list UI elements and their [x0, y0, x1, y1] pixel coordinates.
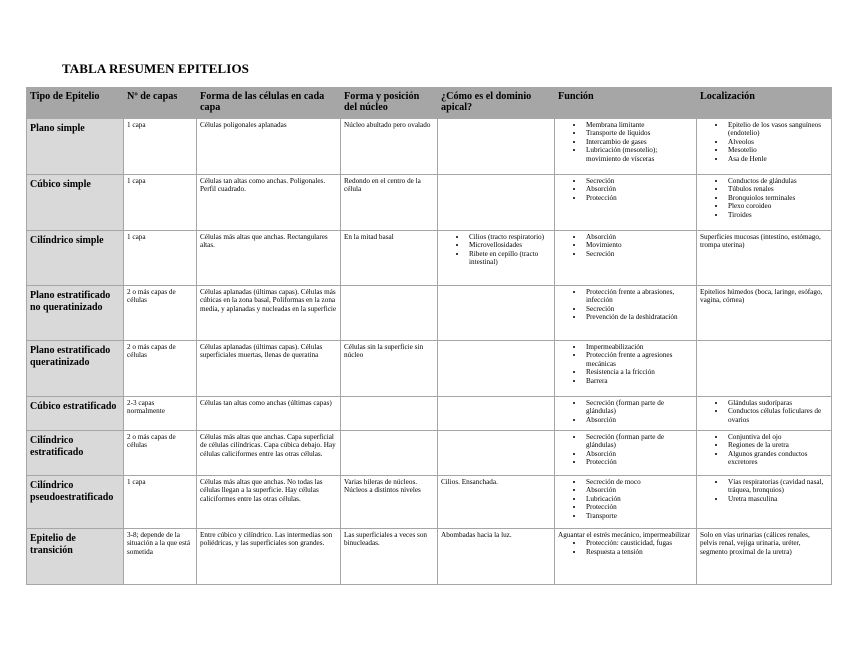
table-row [27, 341, 832, 397]
epithelium-summary-table [26, 87, 832, 585]
list-item: • Túbulos renales [726, 185, 828, 193]
epithelium-type-cell: Plano estratificado no queratinizado [27, 286, 124, 341]
function-cell [555, 175, 697, 231]
list-item: • Absorción [584, 450, 693, 458]
apical-domain-cell-text: Cilios. Ensanchada. [441, 478, 498, 486]
list-item: • Resistencia a la fricción [584, 368, 693, 376]
list-item: • Protección frente a agresiones mecánicas [584, 351, 693, 368]
apical-domain-cell [438, 529, 555, 585]
nucleus-cell: Las superficiales a veces son binucleadas. [341, 529, 438, 585]
epithelium-type-cell: Epitelio de transición [27, 529, 124, 585]
apical-domain-cell [438, 431, 555, 476]
cell-shape-cell: Entre cúbico y cilíndrico. Las intermedias son poliédricas, y las superficiales son grandes. [197, 529, 341, 585]
list-item: • Uretra masculina [726, 495, 828, 503]
list-item: • Transporte de líquidos [584, 129, 693, 137]
location-cell [697, 431, 832, 476]
location-cell-text: Solo en vías urinarias (cálices renales, pelvis renal, vejiga urinaria, uréter, segmento proximal de la uretra) [700, 531, 810, 556]
layers-cell: 2 o más capas de células [124, 431, 197, 476]
location-cell [697, 119, 832, 175]
header-cell: Forma y posición del núcleo [341, 88, 438, 119]
cell-shape-cell: Células tan altas como anchas. Poligonales. Perfil cuadrado. [197, 175, 341, 231]
nucleus-cell [341, 286, 438, 341]
function-cell-list [558, 233, 693, 258]
header-cell: Nº de capas [124, 88, 197, 119]
cell-shape-cell: Células más altas que anchas. Capa superficial de células cilíndricas. Capa cúbica debajo. Hay células caliciformes entre las otras células. [197, 431, 341, 476]
list-item: • Membrana limitante [584, 121, 693, 129]
apical-domain-cell [438, 397, 555, 431]
cell-shape-cell: Células aplanadas (últimas capas). Células superficiales muertas, llenas de queratina [197, 341, 341, 397]
list-item: • Transporte [584, 512, 693, 520]
function-cell-list [558, 478, 693, 520]
location-cell [697, 175, 832, 231]
function-cell [555, 529, 697, 585]
list-item: • Intercambio de gases [584, 138, 693, 146]
list-item: • Bronquiolos terminales [726, 194, 828, 202]
header-cell: Tipo de Epitelio [27, 88, 124, 119]
location-cell [697, 341, 832, 397]
function-cell-list [558, 539, 693, 556]
list-item: • Mesotelio [726, 146, 828, 154]
location-cell-list [700, 478, 828, 503]
list-item: • Lubricación (mesotelio); movimiento de vísceras [584, 146, 693, 163]
list-item: • Protección frente a abrasiones, infección [584, 288, 693, 305]
table-row [27, 529, 832, 585]
list-item: • Microvellosidades [467, 241, 551, 249]
page-title: TABLA RESUMEN EPITELIOS [62, 61, 249, 76]
location-cell [697, 231, 832, 286]
epithelium-type-cell: Cilíndrico simple [27, 231, 124, 286]
apical-domain-cell [438, 119, 555, 175]
list-item: • Epitelio de los vasos sanguíneos (endotelio) [726, 121, 828, 138]
cell-shape-cell: Células más altas que anchas. Rectangulares altas. [197, 231, 341, 286]
list-item: • Regiones de la uretra [726, 441, 828, 449]
location-cell-text: Superficies mucosas (intestino, estómago, trompa uterina) [700, 233, 821, 250]
location-cell [697, 476, 832, 529]
header-cell: ¿Cómo es el dominio apical? [438, 88, 555, 119]
nucleus-cell: Células sin la superficie sin núcleo [341, 341, 438, 397]
list-item: • Secreción (forman parte de glándulas) [584, 399, 693, 416]
location-cell-list [700, 433, 828, 467]
epithelium-type-cell: Cilíndrico pseudoestratificado [27, 476, 124, 529]
function-cell [555, 286, 697, 341]
list-item: • Conductos de glándulas [726, 177, 828, 185]
list-item: • Secreción [584, 305, 693, 313]
table-row [27, 119, 832, 175]
location-cell [697, 529, 832, 585]
location-cell-list [700, 399, 828, 424]
list-item: • Absorción [584, 486, 693, 494]
list-item: • Absorción [584, 185, 693, 193]
list-item: • Conductos células foliculares de ovarios [726, 407, 828, 424]
function-cell-list [558, 121, 693, 163]
apical-domain-cell [438, 476, 555, 529]
layers-cell: 2-3 capas normalmente [124, 397, 197, 431]
location-cell-list [700, 121, 828, 163]
function-cell-list [558, 343, 693, 385]
list-item: • Secreción de moco [584, 478, 693, 486]
location-cell [697, 397, 832, 431]
function-cell [555, 341, 697, 397]
list-item: • Asa de Henle [726, 155, 828, 163]
nucleus-cell: Núcleo abultado pero ovalado [341, 119, 438, 175]
list-item: • Lubricación [584, 495, 693, 503]
function-cell [555, 119, 697, 175]
location-cell [697, 286, 832, 341]
table-row [27, 286, 832, 341]
header-cell: Función [555, 88, 697, 119]
list-item: • Ribete en cepillo (tracto intestinal) [467, 250, 551, 267]
apical-domain-cell-list [441, 233, 551, 267]
list-item: • Respuesta a tensión [584, 548, 693, 556]
list-item: • Protección [584, 458, 693, 466]
nucleus-cell: Varias hileras de núcleos. Núcleos a distintos niveles [341, 476, 438, 529]
cell-shape-cell: Células tan altas como anchas (últimas capas) [197, 397, 341, 431]
location-cell-list [700, 177, 828, 219]
nucleus-cell: En la mitad basal [341, 231, 438, 286]
cell-shape-cell: Células poligonales aplanadas [197, 119, 341, 175]
epithelium-type-cell: Plano estratificado queratinizado [27, 341, 124, 397]
epithelium-type-cell: Cúbico estratificado [27, 397, 124, 431]
layers-cell: 1 capa [124, 231, 197, 286]
layers-cell: 1 capa [124, 476, 197, 529]
function-cell-list [558, 177, 693, 202]
list-item: • Prevención de la deshidratación [584, 313, 693, 321]
list-item: • Protección: causticidad, fugas [584, 539, 693, 547]
function-cell-text: Aguantar el estrés mecánico, impermeabilizar [558, 531, 690, 539]
table-row [27, 175, 832, 231]
nucleus-cell [341, 431, 438, 476]
list-item: • Impermeabilización [584, 343, 693, 351]
list-item: • Movimiento [584, 241, 693, 249]
cell-shape-cell: Células aplanadas (últimas capas). Células más cúbicas en la zona basal, Poliformas en la zona media, y aplanadas y nucleadas en la superficie [197, 286, 341, 341]
apical-domain-cell [438, 286, 555, 341]
list-item: • Tiroides [726, 211, 828, 219]
function-cell-list [558, 288, 693, 322]
nucleus-cell [341, 397, 438, 431]
list-item: • Absorción [584, 233, 693, 241]
list-item: • Plexo coroideo [726, 202, 828, 210]
table-row [27, 231, 832, 286]
nucleus-cell: Redondo en el centro de la célula [341, 175, 438, 231]
epithelium-type-cell: Cilíndrico estratificado [27, 431, 124, 476]
table-row [27, 431, 832, 476]
list-item: • Algunos grandes conductos excretores [726, 450, 828, 467]
list-item: • Barrera [584, 377, 693, 385]
epithelium-type-cell: Cúbico simple [27, 175, 124, 231]
layers-cell: 2 o más capas de células [124, 286, 197, 341]
function-cell [555, 431, 697, 476]
function-cell-list [558, 399, 693, 424]
apical-domain-cell [438, 341, 555, 397]
apical-domain-cell [438, 231, 555, 286]
list-item: • Alveolos [726, 138, 828, 146]
list-item: • Protección [584, 194, 693, 202]
function-cell [555, 476, 697, 529]
function-cell [555, 231, 697, 286]
function-cell-list [558, 433, 693, 467]
function-cell [555, 397, 697, 431]
apical-domain-cell [438, 175, 555, 231]
list-item: • Conjuntiva del ojo [726, 433, 828, 441]
list-item: • Secreción [584, 177, 693, 185]
layers-cell: 2 o más capas de células [124, 341, 197, 397]
list-item: • Secreción [584, 250, 693, 258]
layers-cell: 1 capa [124, 119, 197, 175]
location-cell-text: Epitelios húmedos (boca, laringe, esófago, vagina, córnea) [700, 288, 823, 305]
list-item: • Absorción [584, 416, 693, 424]
epithelium-type-cell: Plano simple [27, 119, 124, 175]
table-row [27, 397, 832, 431]
list-item: • Cilios (tracto respiratorio) [467, 233, 551, 241]
list-item: • Secreción (forman parte de glándulas) [584, 433, 693, 450]
apical-domain-cell-text: Abombadas hacia la luz. [441, 531, 512, 539]
list-item: • Vías respiratorias (cavidad nasal, tráquea, bronquios) [726, 478, 828, 495]
header-cell: Forma de las células en cada capa [197, 88, 341, 119]
header-cell: Localización [697, 88, 832, 119]
list-item: • Protección [584, 503, 693, 511]
layers-cell: 1 capa [124, 175, 197, 231]
table-row [27, 476, 832, 529]
cell-shape-cell: Células más altas que anchas. No todas las células llegan a la superficie. Hay células caliciformes entre las otras células. [197, 476, 341, 529]
list-item: • Glándulas sudoríparas [726, 399, 828, 407]
header-row [27, 88, 832, 119]
layers-cell: 3-8; depende de la situación a la que está sometida [124, 529, 197, 585]
